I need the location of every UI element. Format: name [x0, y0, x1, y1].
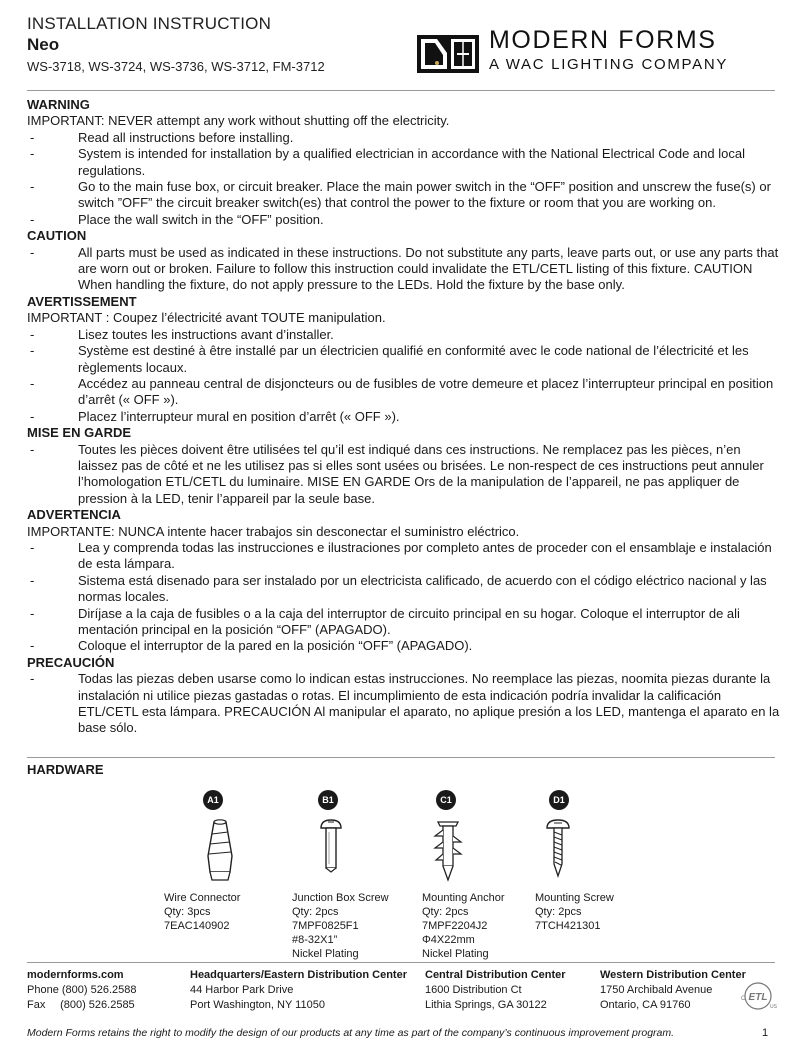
- hardware-text: Mounting Screw Qty: 2pcs 7TCH421301: [535, 892, 614, 932]
- junction-box-screw-icon: [316, 816, 346, 876]
- precaucion-bullet: - Todas las piezas deben usarse como lo indican estas instrucciones. No reemplace las piezas, noomita piezas durante la instalación ni utilice piezas gastadas o rotas. El incumplimiento de esta indicación podría invalidar la calificación ETL/CETL esta lámpara. PRECAUCIÓN Al manipular el aparato, no aplique presión a los LED, mantenga el aparato en la base sólo.: [30, 671, 780, 736]
- hardware-text: Wire Connector Qty: 3pcs 7EAC140902: [164, 892, 241, 932]
- warning-bullet: - Go to the main fuse box, or circuit breaker. Place the main power switch in the “OFF” position and unscrew the fuse(s) or switch ”OFF” the circuit breaker switch(es) that control the power to the fixture or room that you are working on.: [30, 179, 771, 211]
- brand-logo: [417, 26, 787, 89]
- advertencia-bullet: - Sistema está disenado para ser instalado por un electricista calificado, de acuerdo con el código eléctrico nacional y las normas locales.: [30, 572, 767, 605]
- wire-connector-icon: [200, 816, 240, 886]
- hardware-badge: C1: [436, 790, 456, 810]
- advertencia-bullet: - Coloque el interruptor de la pared en la posición “OFF” (APAGADO).: [30, 638, 473, 654]
- warning-bullet: - System is intended for installation by a qualified electrician in accordance with the National Electrical Code and local regulations.: [30, 146, 745, 178]
- avertissement-heading: AVERTISSEMENT: [27, 293, 137, 309]
- avertissement-intro: IMPORTANT : Coupez l’électricité avant TOUTE manipulation.: [27, 310, 386, 326]
- svg-text:ETL: ETL: [748, 992, 768, 1003]
- product-name: Neo: [27, 35, 60, 54]
- precaucion-heading: PRECAUCIÓN: [27, 654, 115, 670]
- caution-heading: CAUTION: [27, 228, 87, 244]
- mise-en-garde-heading: MISE EN GARDE: [27, 425, 132, 441]
- footer-western: Western Distribution Center 1750 Archibald Avenue Ontario, CA 91760: [600, 969, 746, 1011]
- footer-central: Central Distribution Center 1600 Distribution Ct Lithia Springs, GA 30122: [425, 969, 566, 1011]
- phone-line: Phone (800) 526.2588: [27, 984, 137, 996]
- warning-heading: WARNING: [27, 97, 90, 112]
- etl-listed-mark-icon: [739, 980, 777, 1012]
- hardware-heading: HARDWARE: [27, 762, 104, 777]
- advertencia-intro: IMPORTANTE: NUNCA intente hacer trabajos sin desconectar el suministro eléctrico.: [27, 523, 520, 539]
- hardware-text: Junction Box Screw Qty: 2pcs 7MPF0825F1 #8-32X1” Nickel Plating: [292, 892, 389, 960]
- advertencia-bullet: - Diríjase a la caja de fusibles o a la caja del interruptor de circuito principal en su hogar. Coloque el interruptor de ali mentación principal en la posición “OFF” (APAGADO).: [30, 605, 740, 637]
- caution-bullet: - All parts must be used as indicated in these instructions. Do not substitute any parts, leave parts out, or use any parts that are worn out or broken. Failure to follow this instruction could invalidate the ETL/CETL listing of this fixture. CAUTION When handling the fixture, do not apply pressure to the LEDs. Hold the fixture by the base only.: [30, 244, 779, 293]
- warning-intro: IMPORTANT: NEVER attempt any work without shutting off the electricity.: [27, 113, 450, 129]
- hardware-badge: A1: [203, 790, 223, 810]
- warning-bullet: - Place the wall switch in the “OFF” position.: [30, 211, 324, 227]
- model-numbers: WS-3718, WS-3724, WS-3736, WS-3712, FM-3712: [27, 59, 325, 74]
- hardware-badge: D1: [549, 790, 569, 810]
- header-divider: [27, 90, 775, 91]
- hardware-badge: B1: [318, 790, 338, 810]
- fax-line: Fax (800) 526.2585: [27, 999, 135, 1011]
- avertissement-bullet: - Accédez au panneau central de disjoncteurs ou de fusibles de votre demeure et placez l’interrupteur principal en position d’arrêt (« OFF »).: [30, 375, 774, 408]
- mise-en-garde-bullet: - Toutes les pièces doivent être utilisées tel qu’il est indiqué dans ces instructions. Ne remplacez pas les pièces, n’en laissez pas de côté et ne les utilisez pas si elles sont usées ou brisées. Le non-respect de ces instructions peut annuler l’homologation ETL/CETL du luminaire. MISE EN GARDE Ors de la manipulation de l’appareil, ne pas appliquer de pression à la LED, tenir l’appareil par la seule base.: [30, 441, 764, 506]
- safety-instructions: [27, 97, 782, 737]
- doc-title: INSTALLATION INSTRUCTION: [27, 14, 272, 33]
- mounting-anchor-icon: [430, 816, 466, 886]
- footer-divider: [27, 962, 775, 963]
- disclaimer: Modern Forms retains the right to modify the design of our products at any time as part of the company’s continuous improvement program.: [27, 1027, 675, 1039]
- hardware-divider: [27, 757, 775, 758]
- mounting-screw-icon: [543, 816, 573, 882]
- svg-text:US: US: [770, 1004, 777, 1010]
- brand-subtitle: A WAC LIGHTING COMPANY: [489, 56, 729, 73]
- avertissement-bullet: - Placez l’interrupteur mural en position d’arrêt (« OFF »).: [30, 408, 400, 424]
- svg-text:C: C: [741, 996, 746, 1002]
- advertencia-heading: ADVERTENCIA: [27, 507, 121, 523]
- hardware-text: Mounting Anchor Qty: 2pcs 7MPF2204J2 Φ4X22mm Nickel Plating: [422, 892, 505, 960]
- avertissement-bullet: - Système est destiné à être installé par un électricien qualifié en conformité avec le code national de l’électricité et les règlements locaux.: [30, 343, 749, 375]
- advertencia-bullet: - Lea y comprenda todas las instrucciones e ilustraciones por completo antes de proceder con el ensamblaje e instalación de esta lámpara.: [30, 539, 772, 572]
- modern-forms-logo-icon: [417, 31, 479, 75]
- page-number: 1: [762, 1027, 769, 1039]
- footer-contact: [27, 968, 137, 1013]
- footer-hq: Headquarters/Eastern Distribution Center 44 Harbor Park Drive Port Washington, NY 11050: [190, 969, 407, 1011]
- warning-bullet: - Read all instructions before installing.: [30, 129, 294, 145]
- avertissement-bullet: - Lisez toutes les instructions avant d’installer.: [30, 326, 334, 342]
- brand-name: MODERN FORMS: [489, 26, 717, 54]
- document-header: [27, 14, 787, 90]
- website-link[interactable]: modernforms.com: [27, 969, 124, 981]
